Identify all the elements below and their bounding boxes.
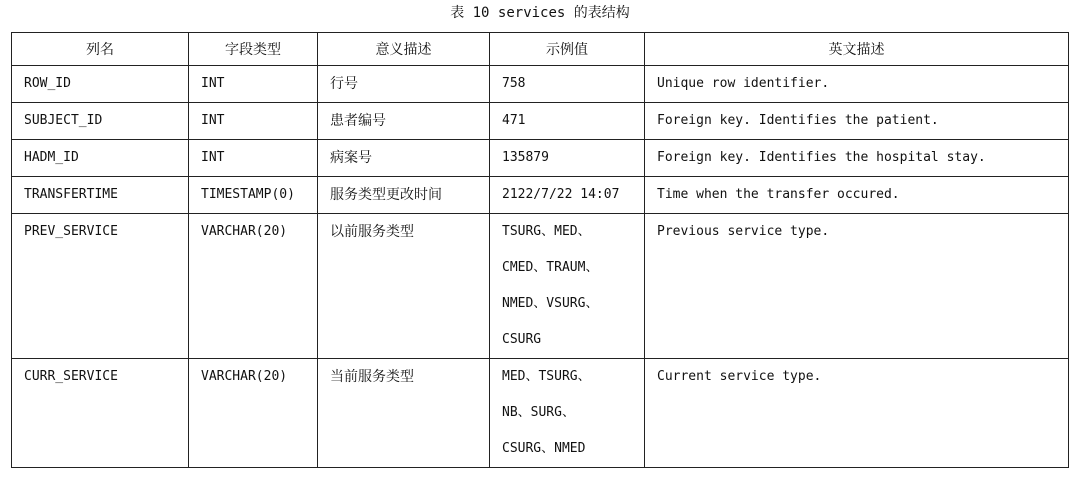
- cell-example: [490, 359, 645, 468]
- header-field-type: 字段类型: [189, 33, 318, 66]
- table-row: [12, 103, 1069, 140]
- table-row: [12, 177, 1069, 214]
- cell-meaning: 患者编号: [318, 103, 490, 140]
- table-row: [12, 214, 1069, 359]
- cell-name: HADM_ID: [12, 140, 189, 177]
- cell-example: [490, 214, 645, 359]
- example-line: MED、TSURG、: [502, 369, 591, 384]
- cell-english: Current service type.: [645, 359, 1069, 468]
- cell-english: Foreign key. Identifies the hospital stay.: [645, 140, 1069, 177]
- cell-example: 2122/7/22 14:07: [490, 177, 645, 214]
- cell-english: Unique row identifier.: [645, 66, 1069, 103]
- cell-name: TRANSFERTIME: [12, 177, 189, 214]
- header-meaning: 意义描述: [318, 33, 490, 66]
- example-line: CSURG: [502, 332, 542, 347]
- cell-type: VARCHAR(20): [189, 359, 318, 468]
- table-row: [12, 140, 1069, 177]
- example-line: CMED、TRAUM、: [502, 260, 599, 275]
- cell-meaning: 以前服务类型: [318, 214, 490, 359]
- cell-name: SUBJECT_ID: [12, 103, 189, 140]
- example-line: NMED、VSURG、: [502, 296, 599, 311]
- cell-name: CURR_SERVICE: [12, 359, 189, 468]
- example-line: TSURG、MED、: [502, 224, 591, 239]
- example-line: CSURG、NMED: [502, 441, 586, 456]
- header-column-name: 列名: [12, 33, 189, 66]
- cell-type: INT: [189, 66, 318, 103]
- table-row: [12, 66, 1069, 103]
- table-row: [12, 359, 1069, 468]
- cell-example: 135879: [490, 140, 645, 177]
- cell-type: VARCHAR(20): [189, 214, 318, 359]
- header-english: 英文描述: [645, 33, 1069, 66]
- cell-name: ROW_ID: [12, 66, 189, 103]
- cell-example: 758: [490, 66, 645, 103]
- table-caption: 表 10 services 的表结构: [450, 5, 630, 21]
- table-header-row: [12, 33, 1069, 66]
- cell-english: Foreign key. Identifies the patient.: [645, 103, 1069, 140]
- cell-type: TIMESTAMP(0): [189, 177, 318, 214]
- cell-example: 471: [490, 103, 645, 140]
- cell-name: PREV_SERVICE: [12, 214, 189, 359]
- cell-meaning: 病案号: [318, 140, 490, 177]
- services-schema-table: [11, 32, 1069, 468]
- cell-english: Previous service type.: [645, 214, 1069, 359]
- cell-meaning: 服务类型更改时间: [318, 177, 490, 214]
- cell-type: INT: [189, 103, 318, 140]
- cell-meaning: 行号: [318, 66, 490, 103]
- cell-english: Time when the transfer occured.: [645, 177, 1069, 214]
- example-line: NB、SURG、: [502, 405, 575, 420]
- header-example: 示例值: [490, 33, 645, 66]
- cell-meaning: 当前服务类型: [318, 359, 490, 468]
- cell-type: INT: [189, 140, 318, 177]
